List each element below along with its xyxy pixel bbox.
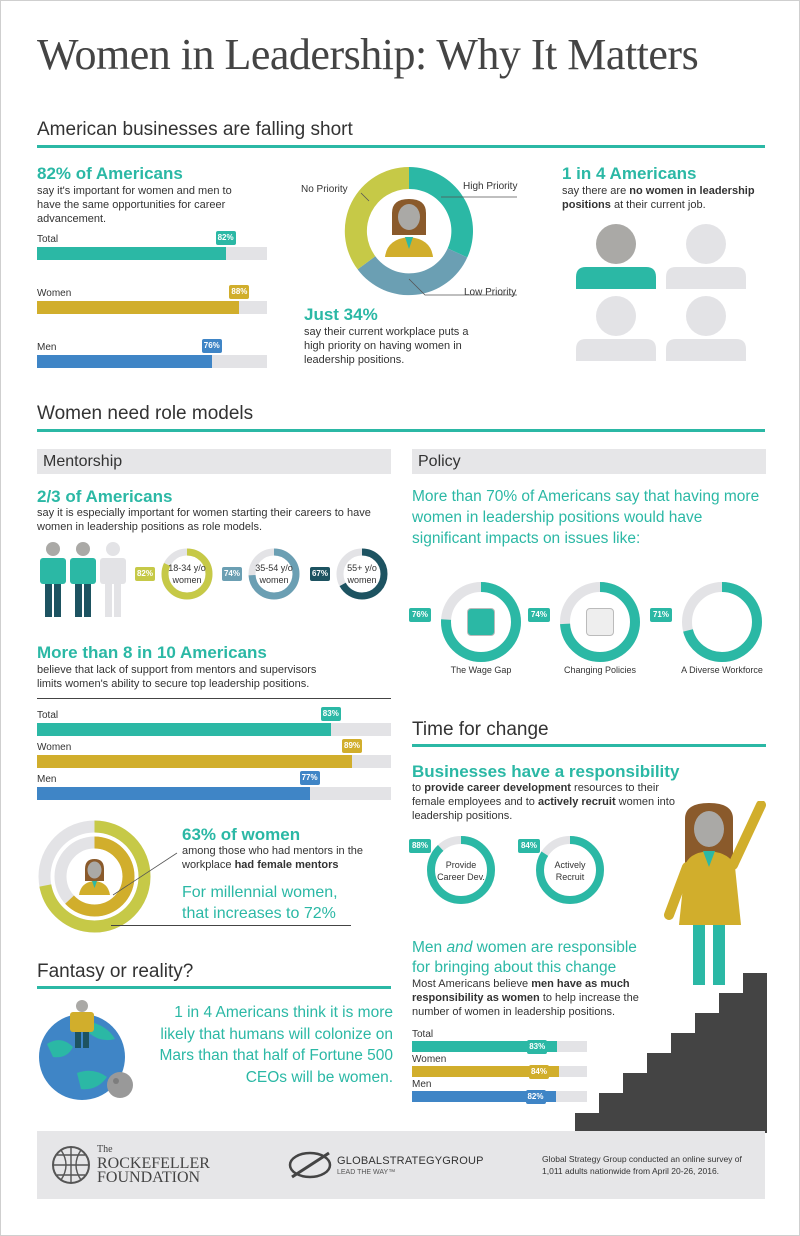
age-ring [333, 545, 391, 603]
stat-2-3-americans: 2/3 of Americans [37, 487, 173, 506]
gsg-logo-name: GLOBALSTRATEGYGROUP [337, 1155, 484, 1167]
stat-men-and-women: Men and women are responsible for bringing about this change [412, 939, 637, 976]
ring-value-tag: 88% [409, 839, 431, 853]
bar-value-tag: 88% [229, 285, 249, 299]
policy-header: Policy [412, 449, 766, 474]
stairs-icon [575, 973, 767, 1133]
bar-value-tag: 82% [526, 1090, 546, 1104]
section-heading-role-models: Women need role models [37, 403, 254, 424]
bar-label: Men [412, 1079, 432, 1090]
stat-8-in-10: More than 8 in 10 Americans [37, 643, 267, 662]
age-ring [245, 545, 303, 603]
three-people-icon [37, 541, 132, 619]
policy-stat: More than 70% of Americans say that having more women in leadership positions would have significant impacts on issues like: [412, 488, 760, 547]
stat-34-text: say their current workplace puts a high priority on having women in leadership positions. [304, 326, 469, 366]
ring-label: 55+ y/o [347, 563, 377, 573]
divider-line [111, 925, 351, 926]
bar-value-tag: 77% [300, 771, 320, 785]
stat-1-in-4: 1 in 4 Americans [562, 164, 697, 183]
ring-value-tag: 84% [518, 839, 540, 853]
person-icon [70, 542, 96, 617]
bar-value-tag: 83% [321, 707, 341, 721]
bar-label: Women [37, 288, 72, 299]
bar-value-tag: 83% [527, 1040, 547, 1054]
mars-globe-illustration [37, 999, 137, 1103]
ring-label: A Diverse Workforce [681, 665, 763, 675]
leadership-people-icons [571, 219, 771, 369]
document-pen-icon [586, 608, 614, 636]
bar-label: Men [37, 342, 57, 353]
fantasy-text: 1 in 4 Americans think it is more likely that humans will colonize on Mars than that half of Fortune 500 CEOs will be women. [159, 1004, 393, 1086]
bar-fill [37, 723, 331, 736]
ring-label: Changing Policies [563, 665, 637, 675]
ring-value-tag: 76% [409, 608, 431, 622]
stat-63-women: 63% of women [182, 825, 301, 844]
diverse-people-icon [708, 608, 736, 636]
bar-fill [37, 787, 310, 800]
ring-label: Provide [445, 860, 477, 870]
ring-value-tag: 74% [222, 567, 242, 581]
bar-value-tag: 82% [216, 231, 236, 245]
stat-82-americans: 82% of Americans [37, 164, 183, 183]
ring-value-tag: 67% [310, 567, 330, 581]
bar-fill [37, 355, 212, 368]
woman-on-stairs-illustration [575, 801, 767, 1133]
label-high-priority: High Priority [463, 181, 518, 192]
section-rule [412, 744, 766, 747]
bar-value-tag: 89% [342, 739, 362, 753]
ring-label: Recruit [555, 872, 585, 882]
age-ring [158, 545, 216, 603]
stat-63-text: among those who had mentors in the workplace had female mentors [182, 845, 364, 871]
ring-label: women [259, 575, 289, 585]
stat-men-and-women-text: Most Americans believe men have as much responsibility as women to help increase the number of women in leadership positions. [412, 978, 639, 1018]
ring-value-tag: 71% [650, 608, 672, 622]
bar-label: Men [37, 774, 57, 785]
mentor-leader-lines [111, 851, 181, 911]
bar-label: Total [37, 234, 59, 245]
ring-label: The Wage Gap [450, 665, 512, 675]
bar-label: Total [412, 1029, 434, 1040]
section-rule [37, 145, 765, 148]
person-icon [40, 542, 66, 617]
ring-label: women [172, 575, 202, 585]
moon-icon [107, 1072, 133, 1098]
ring-label: Career Dev. [437, 872, 485, 882]
person-icon-highlighted [576, 224, 656, 289]
gsg-logo-tagline: LEAD THE WAY™ [337, 1169, 396, 1176]
footer [37, 1131, 765, 1199]
rockefeller-logo: The ROCKEFELLER FOUNDATION [97, 1144, 210, 1186]
ring-value-tag: 82% [135, 567, 155, 581]
label-low-priority: Low Priority [464, 287, 517, 298]
section-heading-fantasy: Fantasy or reality? [37, 961, 194, 982]
stat-just-34: Just 34% [304, 305, 378, 324]
bar-label: Women [37, 742, 72, 753]
ring-value-tag: 74% [528, 608, 550, 622]
stat-1-in-4-text: say there are no women in leadership positions at their current job. [562, 185, 755, 211]
survey-note: Global Strategy Group conducted an online survey of 1,011 adults nationwide from April 20-26, 2016. [542, 1154, 742, 1176]
section-heading-time-for-change: Time for change [412, 719, 549, 740]
dollar-bill-icon [467, 608, 495, 636]
stat-2-3-text: say it is especially important for women starting their careers to have women in leadership positions as role models. [37, 507, 371, 533]
bar-value-tag: 84% [529, 1065, 549, 1079]
stat-millennial-72: For millennial women, that increases to 72% [182, 884, 338, 922]
stat-businesses-text: to provide career development resources to their female employees and to actively recruit women into leadership positions. [412, 782, 675, 822]
bar-label: Total [37, 710, 59, 721]
ring-label: 35-54 y/o [255, 563, 293, 573]
ring-label: Actively [554, 860, 586, 870]
gsg-swoosh-logo-icon [287, 1147, 333, 1183]
bar-fill [37, 755, 352, 768]
mentorship-header: Mentorship [37, 449, 391, 474]
person-icon [100, 542, 126, 617]
donut-leader-lines [341, 185, 521, 299]
ring-label: women [347, 575, 377, 585]
label-no-priority: No Priority [301, 184, 348, 195]
section-heading-falling-short: American businesses are falling short [37, 119, 353, 140]
stat-businesses-responsibility: Businesses have a responsibility [412, 762, 680, 781]
page-title: Women in Leadership: Why It Matters [37, 30, 699, 79]
bar-label: Women [412, 1054, 447, 1065]
ring-label: 18-34 y/o [168, 563, 206, 573]
woman-avatar-icon [79, 859, 110, 895]
bar-fill [37, 301, 239, 314]
bar-fill [37, 247, 226, 260]
section-rule [37, 986, 391, 989]
stat-8-in-10-text: believe that lack of support from mentors and supervisors limits women's ability to secure top leadership positions. [37, 664, 317, 690]
divider-line [37, 698, 391, 699]
woman-raising-arm-icon [669, 803, 761, 985]
section-rule [37, 429, 765, 432]
stat-82-text: say it's important for women and men to have the same opportunities for career advancement. [37, 185, 232, 225]
rockefeller-globe-logo-icon [51, 1145, 91, 1185]
bar-value-tag: 76% [202, 339, 222, 353]
